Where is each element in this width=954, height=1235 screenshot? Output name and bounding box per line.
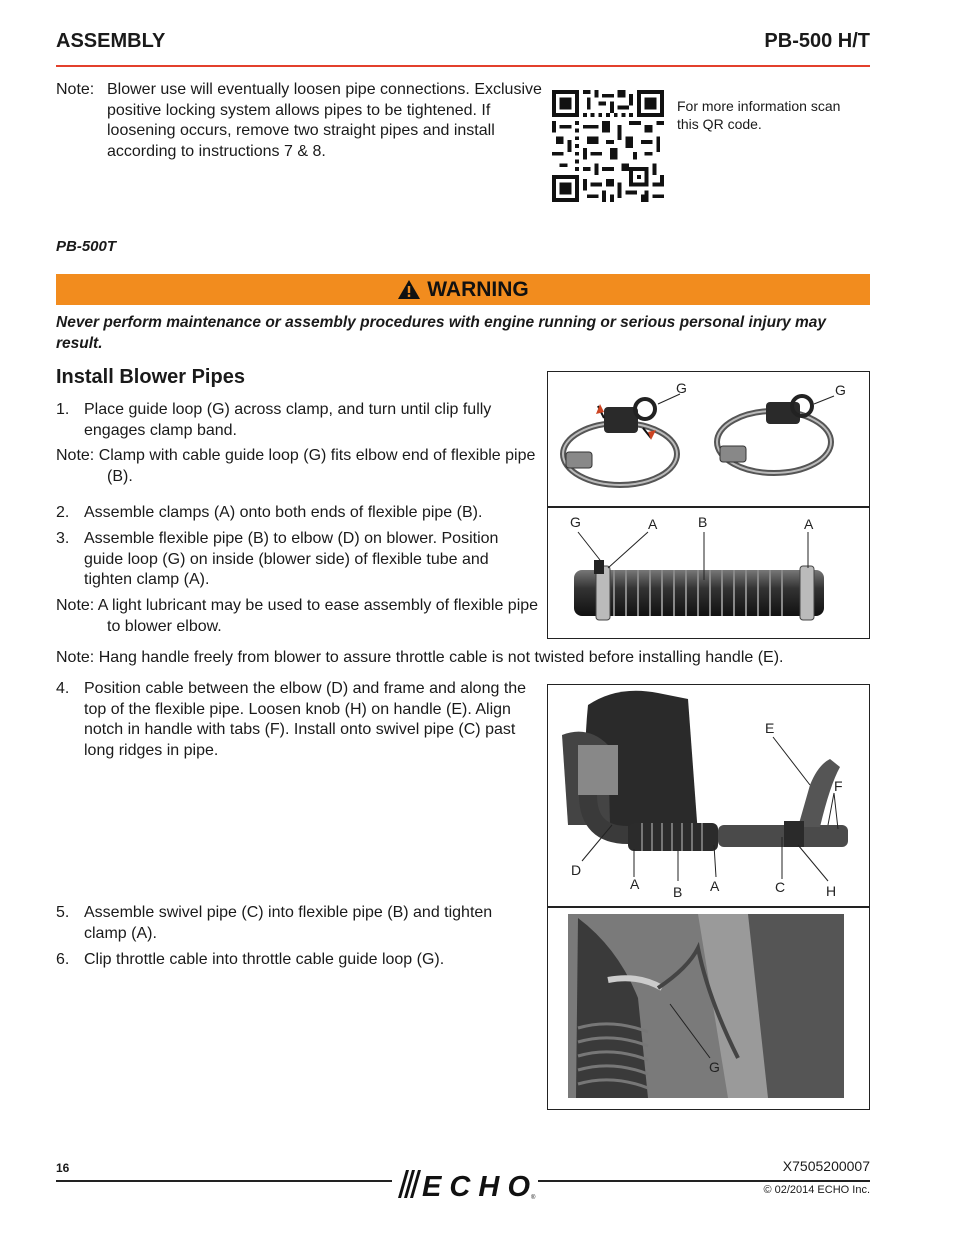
label-a: A <box>630 876 640 892</box>
step-text: Assemble swivel pipe (C) into flexible pipe (B) and tighten clamp (A). <box>84 904 493 942</box>
step-number: 6. <box>56 951 70 968</box>
label-c: C <box>775 879 786 895</box>
label-g: G <box>570 514 581 530</box>
label-b: B <box>698 514 708 530</box>
closeup-illustration <box>548 908 869 1109</box>
label-b: B <box>673 884 683 900</box>
label-a: A <box>804 516 814 532</box>
model-header: PB-500 H/T <box>764 30 870 52</box>
section-title: Install Blower Pipes <box>56 366 245 388</box>
step-text: Place guide loop (G) across clamp, and turn until clip fully engages clamp band. <box>84 401 492 439</box>
label-g: G <box>676 380 687 396</box>
step-3 <box>56 529 534 591</box>
clamp-illustration <box>548 372 869 506</box>
intro-note <box>56 80 542 162</box>
note-lubricant <box>56 596 542 637</box>
document-number: X7505200007 <box>782 1158 870 1174</box>
note-lead: Note: <box>56 81 95 98</box>
warning-banner <box>56 274 870 305</box>
qr-code <box>552 89 664 203</box>
label-g: G <box>709 1059 720 1075</box>
step-text: Assemble flexible pipe (B) to elbow (D) on blower. Position guide loop (G) on inside (blower side) of flexible tube and tighten clamp (A). <box>84 530 499 588</box>
note-clamp <box>56 446 542 487</box>
figure-pipe <box>547 507 870 639</box>
warning-title: WARNING <box>427 277 529 301</box>
copyright: © 02/2014 ECHO Inc. <box>763 1184 870 1196</box>
step-text: Assemble clamps (A) onto both ends of flexible pipe (B). <box>84 504 483 521</box>
label-d: D <box>571 862 582 878</box>
pipe-illustration <box>548 508 869 638</box>
note-text: Note: Clamp with cable guide loop (G) fits elbow end of flexible pipe (B). <box>56 447 536 485</box>
step-text: Clip throttle cable into throttle cable guide loop (G). <box>84 951 445 968</box>
step-2 <box>56 503 534 524</box>
label-h: H <box>826 883 837 899</box>
figure-clamps <box>547 371 870 507</box>
step-text: Position cable between the elbow (D) and frame and along the top of the flexible pipe. Loosen knob (H) on handle (E). Align notch in handle with tabs (F). Install onto swivel pipe (C) past long ridges in pipe. <box>84 680 527 759</box>
figure-closeup <box>547 907 870 1110</box>
label-e: E <box>765 720 775 736</box>
label-a: A <box>648 516 658 532</box>
step-1 <box>56 400 534 441</box>
svg-text:®: ® <box>531 1195 536 1200</box>
header-rule <box>56 65 870 67</box>
step-number: 4. <box>56 680 70 697</box>
qr-caption: For more information scan this QR code. <box>677 98 841 132</box>
warning-triangle-icon <box>397 279 421 300</box>
section-header: ASSEMBLY <box>56 30 166 52</box>
model-label: PB-500T <box>56 238 117 255</box>
label-g: G <box>835 382 846 398</box>
step-number: 5. <box>56 904 70 921</box>
figure-blower <box>547 684 870 907</box>
label-f: F <box>834 778 843 794</box>
echo-logo <box>392 1166 538 1200</box>
step-number: 1. <box>56 401 70 418</box>
page-number: 16 <box>56 1161 70 1175</box>
logo-text: ECHO <box>422 1171 530 1200</box>
warning-body: Never perform maintenance or assembly procedures with engine running or serious personal injury may result. <box>56 314 827 352</box>
note-hang: Note: Hang handle freely from blower to assure throttle cable is not twisted before installing handle (E). <box>56 649 784 666</box>
intro-note-text: Blower use will eventually loosen pipe connections. Exclusive positive locking system allows pipes to be tightened. If loosening occurs, remove two straight pipes and install according to instructions 7 & 8. <box>107 81 542 160</box>
step-4 <box>56 679 534 761</box>
label-a: A <box>710 878 720 894</box>
step-number: 2. <box>56 504 70 521</box>
note-text: Note: A light lubricant may be used to ease assembly of flexible pipe to blower elbow. <box>56 597 539 635</box>
step-number: 3. <box>56 530 70 547</box>
step-6 <box>56 950 534 971</box>
step-5 <box>56 903 534 944</box>
blower-illustration <box>548 685 869 906</box>
